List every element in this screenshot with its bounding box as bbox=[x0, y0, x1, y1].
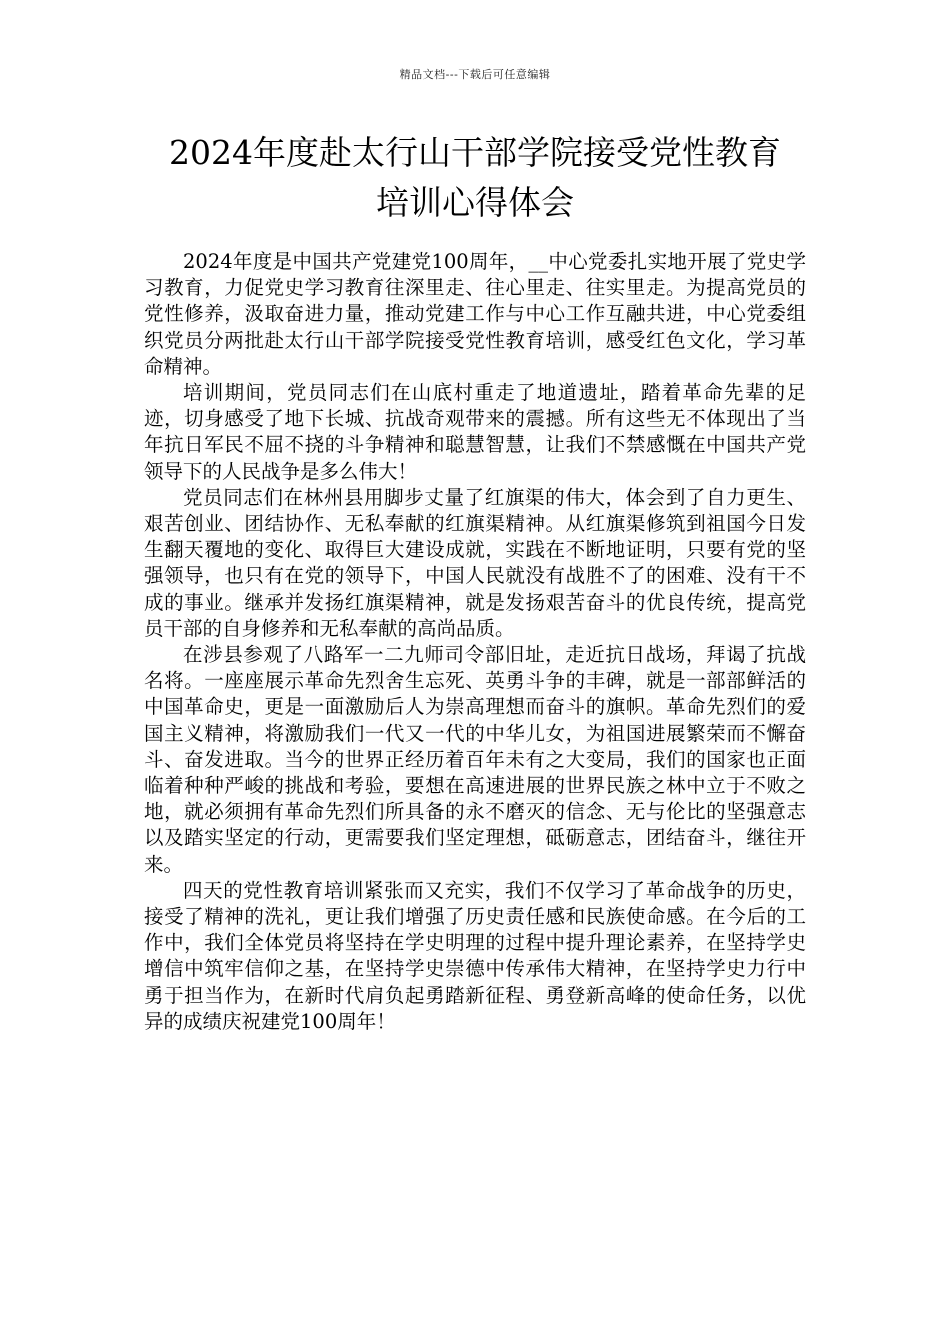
paragraph-shexian-visit: 在涉县参观了八路军一二九师司令部旧址，走近抗日战场，拜谒了抗战名将。一座座展示革命先烈舍生忘死、英勇斗争的丰碑，就是一部部鲜活的中国革命史，更是一面激励后人为崇高理想而奋斗的旗帜。革命先烈们的爱国主义精神，将激励我们一代又一代的中华儿女，为祖国进展繁荣而不懈奋斗、奋发进取。当今的世界正经历着百年未有之大变局，我们的国家也正面临着种种严峻的挑战和考验，要想在高速进展的世界民族之林中立于不败之地，就必须拥有革命先烈们所具备的永不磨灭的信念、无与伦比的坚强意志以及踏实坚定的行动，更需要我们坚定理想，砥砺意志，团结奋斗，继往开来。 bbox=[144, 643, 806, 876]
title-line-2: 培训心得体会 bbox=[376, 183, 574, 222]
document-header-note: 精品文档---下载后可任意编辑 bbox=[399, 68, 551, 81]
paragraph-intro: 2024年度是中国共产党建党100周年，__中心党委扎实地开展了党史学习教育，力促党史学习教育往深里走、往心里走、往实里走。为提高党员的党性修养，汲取奋进力量，推动党建工作与中心工作互融共进，中心党委组织党员分两批赴太行山干部学院接受党性教育培训，感受红色文化，学习革命精神。 bbox=[144, 250, 806, 378]
title-line-1: 2024年度赴太行山干部学院接受党性教育 bbox=[169, 133, 781, 172]
paragraph-conclusion: 四天的党性教育培训紧张而又充实，我们不仅学习了革命战争的历史，接受了精神的洗礼，更让我们增强了历史责任感和民族使命感。在今后的工作中，我们全体党员将坚持在学史明理的过程中提升理论素养，在坚持学史增信中筑牢信仰之基，在坚持学史崇德中传承伟大精神，在坚持学史力行中勇于担当作为，在新时代肩负起勇踏新征程、勇登新高峰的使命任务，以优异的成绩庆祝建党100周年！ bbox=[144, 878, 806, 1033]
paragraph-red-flag-canal: 党员同志们在林州县用脚步丈量了红旗渠的伟大，体会到了自力更生、艰苦创业、团结协作、无私奉献的红旗渠精神。从红旗渠修筑到祖国今日发生翻天覆地的变化、取得巨大建设成就，实践在不断地证明，只要有党的坚强领导，也只有在党的领导下，中国人民就没有战胜不了的困难、没有干不成的事业。继承并发扬红旗渠精神，就是发扬艰苦奋斗的优良传统，提高党员干部的自身修养和无私奉献的高尚品质。 bbox=[144, 485, 806, 640]
document-body bbox=[144, 249, 806, 1035]
paragraph-tunnel-visit: 培训期间，党员同志们在山底村重走了地道遗址，踏着革命先辈的足迹，切身感受了地下长城、抗战奇观带来的震撼。所有这些无不体现出了当年抗日军民不屈不挠的斗争精神和聪慧智慧，让我们不禁感慨在中国共产党领导下的人民战争是多么伟大！ bbox=[144, 381, 806, 483]
document-title bbox=[100, 128, 850, 228]
